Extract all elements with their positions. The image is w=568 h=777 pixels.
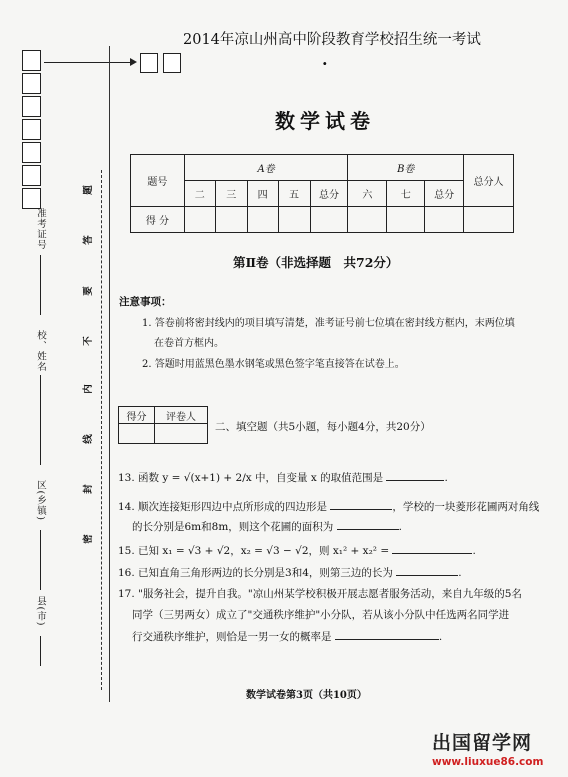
seal-char: 题	[83, 185, 94, 195]
grader-score-label: 得分	[119, 407, 155, 424]
col-a-2: 二	[184, 181, 215, 207]
question-14-line-b: 的长分别是6m和8m，则这个花圃的面积为 .	[132, 518, 402, 534]
county-label: 县(市)	[35, 596, 46, 627]
answer-blank-14b[interactable]	[337, 518, 399, 530]
notice-2: 2. 答题时用蓝黑色墨水钢笔或黑色签字笔直接答在试卷上。	[142, 359, 405, 370]
answer-blank-14a[interactable]	[330, 498, 392, 510]
exam-number-label: 准考证号	[35, 208, 46, 250]
notice-1-line-b: 在卷首方框内。	[154, 338, 224, 349]
answer-blank-16[interactable]	[396, 564, 458, 576]
col-a-3: 三	[215, 181, 247, 207]
question-14-line-a	[118, 498, 539, 514]
grader-name-label: 评卷人	[154, 407, 207, 424]
score-cell[interactable]	[425, 207, 464, 233]
exam-title: 2014年凉山州高中阶段教育学校招生统一考试	[183, 32, 481, 48]
paper-title: 数学试卷	[275, 109, 375, 133]
score-cell[interactable]	[247, 207, 278, 233]
question-13-text: 13. 函数 y = √(x+1) + 2/x 中，自变量 x 的取值范围是	[118, 472, 384, 484]
group-a-header: A卷	[184, 155, 348, 181]
score-cell[interactable]	[184, 207, 215, 233]
exam-number-box[interactable]	[22, 119, 41, 140]
seal-solid-line	[109, 46, 110, 702]
exam-number-box[interactable]	[22, 142, 41, 163]
question-13: 13. 函数 y = √(x+1) + 2/x 中，自变量 x 的取值范围是 .	[118, 469, 448, 485]
school-name-line	[40, 375, 41, 465]
question-14-text-c: 的长分别是6m和8m，则这个花圃的面积为	[132, 521, 334, 533]
question-15-text: 15. 已知 x₁ = √3 + √2，x₂ = √3 − √2，则 x₁² + x₂² =	[118, 545, 390, 557]
score-cell[interactable]	[215, 207, 247, 233]
header-total-grader: 总分人	[464, 155, 514, 207]
exam-number-box[interactable]	[22, 96, 41, 117]
question-14-text-b: ，学校的一块菱形花圃两对角线	[392, 501, 540, 513]
answer-blank-17[interactable]	[335, 628, 439, 640]
score-table	[130, 154, 514, 233]
exam-number-box[interactable]	[22, 73, 41, 94]
exam-number-line	[40, 255, 41, 315]
col-a-5: 五	[278, 181, 310, 207]
seal-char: 线	[83, 434, 94, 444]
col-b-6: 六	[348, 181, 387, 207]
col-b-7: 七	[387, 181, 425, 207]
page-footer: 数学试卷第3页（共10页）	[246, 690, 367, 701]
question-14-text-a: 14. 顺次连接矩形四边中点所形成的四边形是	[118, 501, 328, 513]
watermark-logo	[432, 728, 562, 768]
score-cell[interactable]	[387, 207, 425, 233]
exam-last-digit-box[interactable]	[163, 53, 181, 73]
section-title: 第Ⅱ卷（非选择题 共72分）	[233, 255, 399, 270]
watermark-url: www.liuxue86.com	[432, 756, 544, 768]
answer-blank-15[interactable]	[392, 542, 472, 554]
col-b-total: 总分	[425, 181, 464, 207]
grader-box	[118, 406, 208, 444]
grader-score-cell[interactable]	[119, 424, 155, 444]
group-b-header: B卷	[348, 155, 464, 181]
seal-char: 要	[83, 286, 94, 296]
answer-blank-13[interactable]	[386, 469, 444, 481]
district-line	[40, 530, 41, 590]
seal-char: 内	[83, 384, 94, 394]
question-16: 16. 已知直角三角形两边的长分别是3和4，则第三边的长为 .	[118, 564, 462, 580]
row-score-label: 得 分	[131, 207, 185, 233]
part2-title: 二、填空题（共5小题，每小题4分，共20分）	[215, 421, 431, 433]
question-17-line-a: 17. "服务社会，提升自我。"凉山州某学校积极开展志愿者服务活动，来自九年级的5名	[118, 588, 522, 600]
score-cell[interactable]	[464, 207, 514, 233]
notice-title: 注意事项：	[119, 296, 172, 308]
header-question-no: 题号	[131, 155, 185, 207]
district-label: 区(乡镇)	[35, 480, 46, 521]
arrow-head-icon	[130, 58, 137, 66]
watermark-text: 出国留学网	[432, 732, 533, 754]
question-15: 15. 已知 x₁ = √3 + √2，x₂ = √3 − √2，则 x₁² + x₂² = .	[118, 542, 476, 558]
school-name-label: 校、姓名	[35, 330, 46, 372]
seal-char: 密	[83, 534, 94, 544]
seal-char: 不	[83, 336, 94, 346]
header-dot: ·	[322, 54, 328, 73]
score-cell[interactable]	[310, 207, 348, 233]
question-17-text-c: 行交通秩序维护，则恰是一男一女的概率是	[132, 631, 332, 643]
seal-char: 封	[83, 484, 94, 494]
exam-number-box[interactable]	[22, 50, 41, 71]
question-16-text: 16. 已知直角三角形两边的长分别是3和4，则第三边的长为	[118, 567, 393, 579]
notice-1-line-a: 1. 答卷前将密封线内的项目填写清楚，准考证号前七位填在密封线方框内，末两位填	[142, 318, 515, 329]
arrow-line	[44, 62, 132, 63]
score-cell[interactable]	[278, 207, 310, 233]
county-line	[40, 636, 41, 666]
seal-dashed-line	[101, 170, 102, 690]
col-a-4: 四	[247, 181, 278, 207]
exam-last-digit-box[interactable]	[140, 53, 158, 73]
exam-number-box[interactable]	[22, 165, 41, 186]
question-17-line-b: 同学（三男两女）成立了"交通秩序维护"小分队，若从该小分队中任选两名同学进	[132, 609, 510, 621]
col-a-total: 总分	[310, 181, 348, 207]
question-17-line-c: 行交通秩序维护，则恰是一男一女的概率是 .	[132, 628, 442, 644]
exam-number-box[interactable]	[22, 188, 41, 209]
grader-name-cell[interactable]	[154, 424, 207, 444]
score-cell[interactable]	[348, 207, 387, 233]
seal-char: 答	[83, 235, 94, 245]
